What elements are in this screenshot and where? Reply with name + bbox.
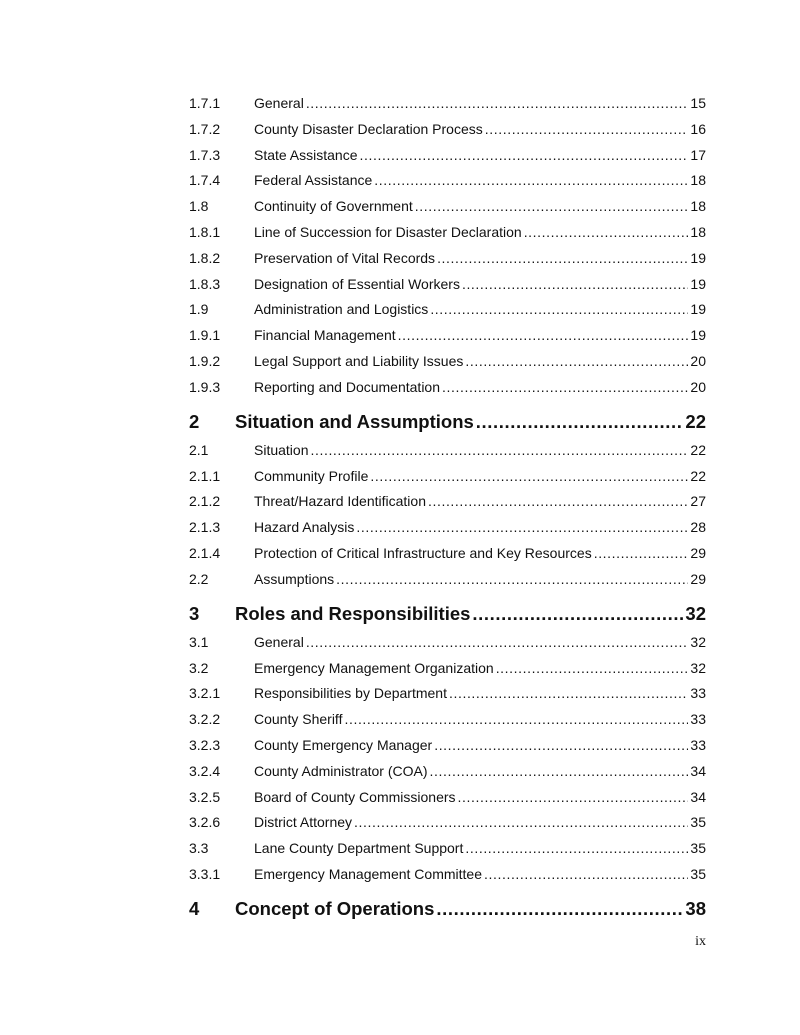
toc-entry-page: 32 <box>690 633 706 650</box>
toc-entry-page: 19 <box>690 249 706 266</box>
toc-entry-title: Protection of Critical Infrastructure and Key Resources <box>254 545 592 561</box>
toc-entry[interactable] <box>189 145 706 165</box>
toc-entry-page: 32 <box>690 659 706 676</box>
toc-entry-number: 2.1.2 <box>189 493 221 510</box>
toc-entry-page: 18 <box>690 172 706 189</box>
dot-leader <box>472 602 683 626</box>
dot-leader <box>430 761 689 781</box>
toc-entry[interactable] <box>189 222 706 242</box>
toc-entry-title: County Administrator (COA) <box>254 762 428 779</box>
toc-entry-title: Threat/Hazard Identification <box>254 493 426 510</box>
toc-entry-page: 22 <box>685 410 706 432</box>
toc-entry-title: General <box>254 633 304 650</box>
toc-entry[interactable] <box>189 787 706 807</box>
toc-entry-page: 35 <box>690 866 706 882</box>
toc-entry-title: Responsibilities by Department <box>254 685 447 702</box>
toc-section-entry[interactable] <box>189 602 706 626</box>
dot-leader <box>344 709 688 729</box>
toc-entry[interactable] <box>189 351 706 371</box>
toc-entry-page: 34 <box>690 788 706 805</box>
toc-entry[interactable] <box>189 274 706 294</box>
toc-entry[interactable] <box>189 517 706 537</box>
toc-entry-page: 33 <box>690 685 706 702</box>
toc-entry-page: 17 <box>690 146 706 163</box>
toc-entry-page: 15 <box>690 95 706 111</box>
toc-entry-title: Situation <box>254 441 309 458</box>
toc-entry-number: 2.1.1 <box>189 467 221 484</box>
toc-entry-number: 3.2.4 <box>189 762 221 779</box>
toc-entry-number: 1.9.1 <box>189 327 221 344</box>
toc-entry-number: 1.8.3 <box>189 275 221 292</box>
dot-leader <box>354 812 688 832</box>
toc-entry-number: 3.2.3 <box>189 737 221 753</box>
toc-entry-number: 3.2.2 <box>189 711 221 728</box>
toc-entry[interactable] <box>189 196 706 216</box>
toc-entry-number: 1.9 <box>189 301 209 318</box>
toc-entry-number: 1.8 <box>189 198 209 215</box>
toc-entry[interactable] <box>189 812 706 832</box>
toc-entry[interactable] <box>189 325 706 345</box>
toc-entry-page: 19 <box>690 301 706 318</box>
toc-entry-number: 3.1 <box>189 633 209 650</box>
dot-leader <box>449 683 688 703</box>
toc-entry-number: 2 <box>189 410 200 432</box>
dot-leader <box>524 222 689 242</box>
toc-entry[interactable] <box>189 466 706 486</box>
toc-entry-page: 28 <box>690 519 706 536</box>
toc-entry-number: 1.7.4 <box>189 172 221 189</box>
dot-leader <box>465 838 688 858</box>
toc-entry-page: 34 <box>690 762 706 779</box>
toc-entry[interactable] <box>189 683 706 703</box>
toc-entry-number: 1.7.2 <box>189 120 221 137</box>
toc-entry[interactable] <box>189 864 706 884</box>
toc-entry-number: 1.9.3 <box>189 378 221 395</box>
dot-leader <box>398 325 689 345</box>
toc-entry-page: 19 <box>690 327 706 344</box>
dot-leader <box>356 517 688 537</box>
toc-entry-number: 2.2 <box>189 570 209 587</box>
dot-leader <box>437 248 688 268</box>
toc-entry-title: Preservation of Vital Records <box>254 249 436 266</box>
toc-entry[interactable] <box>189 569 706 589</box>
toc-entry-number: 1.7.3 <box>189 146 221 163</box>
toc-entry-page: 35 <box>690 840 706 857</box>
toc-entry-title: Reporting and Documentation <box>254 378 441 395</box>
toc-entry-page: 32 <box>685 602 706 624</box>
toc-entry-title: County Emergency Manager <box>254 737 433 753</box>
dot-leader <box>442 377 688 397</box>
toc-entry[interactable] <box>189 170 706 190</box>
toc-entry-title: Administration and Logistics <box>254 301 429 318</box>
toc-entry-number: 3 <box>189 602 200 624</box>
toc-entry-title: Financial Management <box>254 327 396 344</box>
toc-entry[interactable] <box>189 658 706 678</box>
dot-leader <box>360 145 689 165</box>
dot-leader <box>306 632 689 652</box>
toc-entry-title: Federal Assistance <box>254 172 373 189</box>
toc-entry-page: 33 <box>690 737 706 753</box>
toc-entry-page: 18 <box>690 198 706 215</box>
toc-entry-title: Community Profile <box>254 467 369 484</box>
dot-leader <box>458 787 689 807</box>
dot-leader <box>462 274 688 294</box>
toc-entry[interactable] <box>189 543 706 563</box>
toc-entry[interactable] <box>189 248 706 268</box>
dot-leader <box>484 864 688 884</box>
toc-entry-title: District Attorney <box>254 814 353 831</box>
toc-entry-page: 20 <box>690 378 706 395</box>
toc-entry-number: 2.1.4 <box>189 545 221 561</box>
toc-entry[interactable] <box>189 377 706 397</box>
toc-entry-page: 29 <box>690 545 706 561</box>
toc-entry-page: 29 <box>690 570 706 587</box>
toc-section-entry[interactable] <box>189 897 706 921</box>
toc-entry-page: 22 <box>690 441 706 458</box>
toc-entry[interactable] <box>189 761 706 781</box>
dot-leader <box>434 735 688 755</box>
toc-entry-title: Assumptions <box>254 570 335 587</box>
dot-leader <box>476 410 684 434</box>
dot-leader <box>336 569 688 589</box>
dot-leader <box>465 351 688 371</box>
toc-entry[interactable] <box>189 632 706 652</box>
toc-entry-number: 3.2.1 <box>189 685 221 702</box>
toc-entry[interactable] <box>189 735 706 755</box>
toc-entry[interactable] <box>189 838 706 858</box>
toc-entry-number: 3.3 <box>189 840 209 857</box>
toc-entry-title: Line of Succession for Disaster Declaration <box>254 224 522 240</box>
dot-leader <box>430 299 688 319</box>
dot-leader <box>428 491 688 511</box>
toc-entry-number: 3.2 <box>189 659 209 676</box>
dot-leader <box>436 897 683 921</box>
toc-entry-page: 27 <box>690 493 706 510</box>
dot-leader <box>370 466 688 486</box>
toc-entry-title: County Sheriff <box>254 711 343 728</box>
toc-entry-page: 18 <box>690 224 706 240</box>
toc-entry[interactable] <box>189 709 706 729</box>
toc-entry-number: 1.7.1 <box>189 95 221 111</box>
dot-leader <box>306 93 689 113</box>
toc-entry-title: Board of County Commissioners <box>254 788 456 805</box>
toc-section-entry[interactable] <box>189 410 706 434</box>
toc-entry-number: 2.1 <box>189 441 209 458</box>
toc-entry-title: Lane County Department Support <box>254 840 464 857</box>
toc-entry-number: 1.8.1 <box>189 224 221 240</box>
page-number: ix <box>695 934 706 949</box>
toc-entry-number: 4 <box>189 898 200 919</box>
toc-entry-page: 19 <box>690 275 706 292</box>
dot-leader <box>310 440 688 460</box>
toc-entry-title: Continuity of Government <box>254 198 413 215</box>
toc-entry-number: 1.8.2 <box>189 249 221 266</box>
toc-entry-page: 38 <box>685 898 706 919</box>
dot-leader <box>374 170 688 190</box>
toc-entry[interactable] <box>189 491 706 511</box>
toc-entry-page: 33 <box>690 711 706 728</box>
toc-entry-number: 3.2.6 <box>189 814 221 831</box>
dot-leader <box>594 543 689 563</box>
toc-entry-page: 20 <box>690 353 706 369</box>
toc-entry[interactable] <box>189 299 706 319</box>
toc-entry-page: 22 <box>690 467 706 484</box>
toc-entry-title: Emergency Management Organization <box>254 659 494 676</box>
dot-leader <box>485 119 689 139</box>
toc-entry-title: Designation of Essential Workers <box>254 275 460 292</box>
toc-entry-title: Emergency Management Committee <box>254 866 482 882</box>
toc-entry-number: 1.9.2 <box>189 353 221 369</box>
toc-entry-title: General <box>254 95 304 111</box>
toc-entry-page: 16 <box>690 120 706 137</box>
toc-entry-page: 35 <box>690 814 706 831</box>
toc-entry[interactable] <box>189 93 706 113</box>
dot-leader <box>415 196 689 216</box>
toc-entry-title: Concept of Operations <box>235 898 435 919</box>
toc-entry-title: State Assistance <box>254 146 358 163</box>
toc-entry-title: Hazard Analysis <box>254 519 355 536</box>
toc-entry-title: Legal Support and Liability Issues <box>254 353 464 369</box>
toc-entry-number: 3.3.1 <box>189 866 221 882</box>
dot-leader <box>496 658 689 678</box>
toc-entry[interactable] <box>189 119 706 139</box>
toc-entry-number: 2.1.3 <box>189 519 221 536</box>
toc-entry[interactable] <box>189 440 706 460</box>
toc-entry-number: 3.2.5 <box>189 788 221 805</box>
toc-entry-title: Roles and Responsibilities <box>235 602 471 624</box>
toc-entry-title: Situation and Assumptions <box>235 410 474 432</box>
toc-entry-title: County Disaster Declaration Process <box>254 120 483 137</box>
